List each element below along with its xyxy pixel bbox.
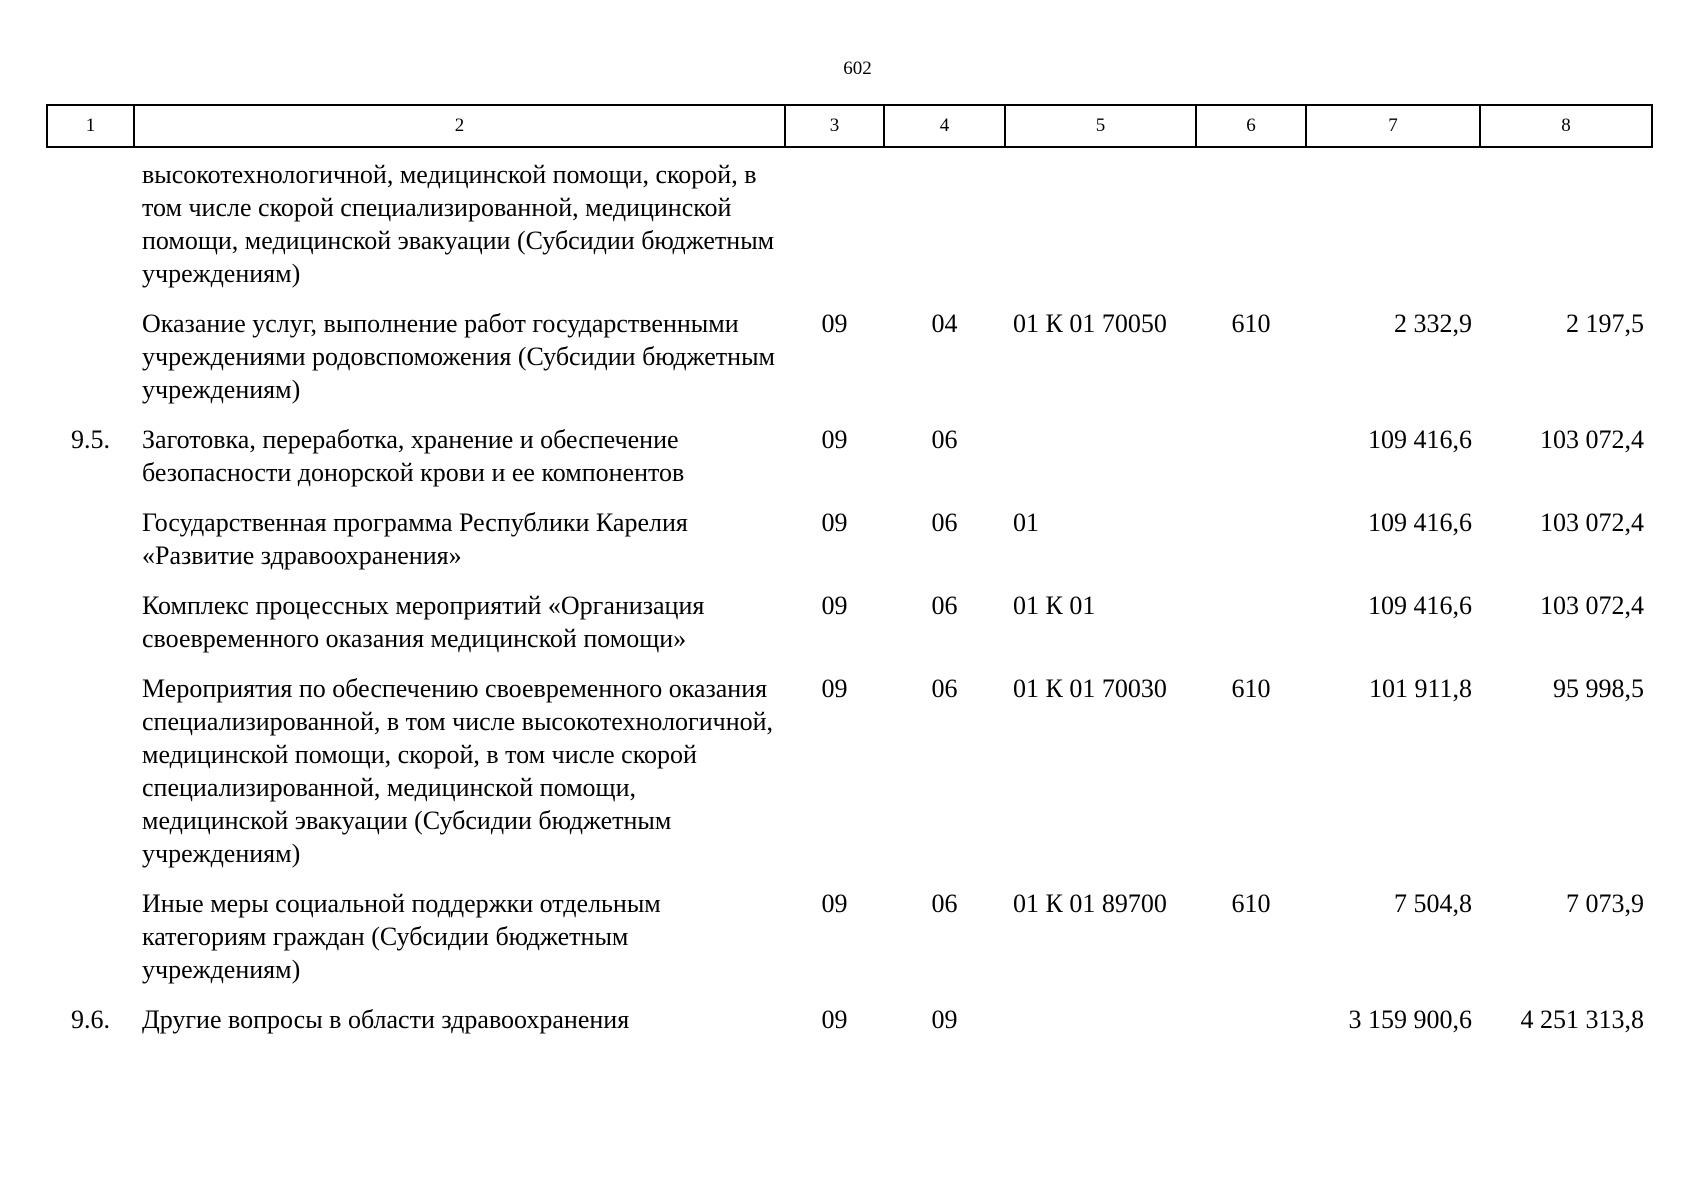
target-article-code xyxy=(1005,1003,1196,1053)
section-code: 09 xyxy=(821,591,848,620)
item-number xyxy=(47,506,134,589)
subsection-code xyxy=(884,147,1005,307)
item-number xyxy=(47,672,134,887)
expense-type-code xyxy=(1196,506,1306,589)
amount-col7: 7 504,8 xyxy=(1394,889,1472,918)
item-number xyxy=(47,589,134,672)
subsection-code: 06 xyxy=(931,674,958,703)
header-row xyxy=(47,105,1652,147)
item-name: высокотехнологичной, медицинской помощи, скорой, в том числе скорой специализированной, медицинской помощи, медицинской эвакуации (Субсидии бюджетным учреждениям) xyxy=(142,160,775,288)
item-number xyxy=(47,887,134,1003)
amount-col7: 2 332,9 xyxy=(1394,309,1472,338)
table-row xyxy=(47,887,1652,1003)
target-article-code: 01 xyxy=(1013,508,1039,537)
section-code: 09 xyxy=(821,1005,848,1034)
section-code: 09 xyxy=(821,309,848,338)
section-code: 09 xyxy=(821,674,848,703)
header-cell: 3 xyxy=(785,105,884,147)
section-code: 09 xyxy=(821,508,848,537)
table-row xyxy=(47,307,1652,423)
target-article-code: 01 К 01 70050 xyxy=(1013,309,1167,338)
section-code: 09 xyxy=(821,889,848,918)
item-name: Государственная программа Республики Карелия «Развитие здравоохранения» xyxy=(142,508,688,570)
expense-type-code: 610 xyxy=(1231,889,1271,918)
budget-table xyxy=(46,104,1653,1053)
amount-col7 xyxy=(1306,147,1480,307)
subsection-code: 09 xyxy=(931,1005,958,1034)
item-name: Мероприятия по обеспечению своевременного оказания специализированной, в том числе высокотехнологичной, медицинской помощи, скорой, в том числе скорой специализированной, медицинской помощи, медицинской эвакуации (Субсидии бюджетным учреждениям) xyxy=(142,674,774,868)
item-name: Оказание услуг, выполнение работ государственными учреждениями родовспоможения (Субсидии бюджетным учреждениям) xyxy=(142,309,775,404)
header-cell: 5 xyxy=(1005,105,1196,147)
table-row xyxy=(47,672,1652,887)
expense-type-code xyxy=(1196,1003,1306,1053)
amount-col8: 7 073,9 xyxy=(1566,889,1644,918)
target-article-code xyxy=(1005,147,1196,307)
header-cell: 2 xyxy=(134,105,785,147)
amount-col8 xyxy=(1480,147,1652,307)
amount-col7: 109 416,6 xyxy=(1368,425,1472,454)
item-name: Комплекс процессных мероприятий «Организация своевременного оказания медицинской помощи» xyxy=(142,591,705,653)
amount-col8: 103 072,4 xyxy=(1540,425,1644,454)
amount-col8: 103 072,4 xyxy=(1540,508,1644,537)
header-cell: 1 xyxy=(47,105,134,147)
subsection-code: 06 xyxy=(931,508,958,537)
item-name: Иные меры социальной поддержки отдельным категориям граждан (Субсидии бюджетным учреждениям) xyxy=(142,889,661,984)
subsection-code: 06 xyxy=(931,889,958,918)
target-article-code xyxy=(1005,423,1196,506)
header-cell: 7 xyxy=(1306,105,1480,147)
expense-type-code: 610 xyxy=(1231,309,1271,338)
amount-col8: 95 998,5 xyxy=(1553,674,1644,703)
expense-type-code xyxy=(1196,589,1306,672)
expense-type-code: 610 xyxy=(1231,674,1271,703)
header-cell: 4 xyxy=(884,105,1005,147)
expense-type-code xyxy=(1196,147,1306,307)
subsection-code: 06 xyxy=(931,425,958,454)
amount-col7: 101 911,8 xyxy=(1368,674,1472,703)
section-code xyxy=(785,147,884,307)
subsection-code: 06 xyxy=(931,591,958,620)
item-number xyxy=(47,307,134,423)
header-cell: 6 xyxy=(1196,105,1306,147)
expense-type-code xyxy=(1196,423,1306,506)
item-number: 9.5. xyxy=(71,425,110,454)
table-row xyxy=(47,506,1652,589)
page-number: 602 xyxy=(843,58,872,79)
amount-col7: 109 416,6 xyxy=(1368,591,1472,620)
amount-col7: 109 416,6 xyxy=(1368,508,1472,537)
item-name: Заготовка, переработка, хранение и обеспечение безопасности донорской крови и ее компонентов xyxy=(142,425,685,487)
table-row xyxy=(47,589,1652,672)
item-number: 9.6. xyxy=(71,1005,110,1034)
table-row xyxy=(47,423,1652,506)
item-number xyxy=(47,147,134,307)
target-article-code: 01 К 01 xyxy=(1013,591,1096,620)
table-row xyxy=(47,147,1652,307)
amount-col8: 4 251 313,8 xyxy=(1520,1005,1644,1034)
section-code: 09 xyxy=(821,425,848,454)
subsection-code: 04 xyxy=(931,309,958,338)
target-article-code: 01 К 01 89700 xyxy=(1013,889,1167,918)
target-article-code: 01 К 01 70030 xyxy=(1013,674,1167,703)
amount-col7: 3 159 900,6 xyxy=(1348,1005,1472,1034)
amount-col8: 2 197,5 xyxy=(1566,309,1644,338)
header-cell: 8 xyxy=(1480,105,1652,147)
amount-col8: 103 072,4 xyxy=(1540,591,1644,620)
item-name: Другие вопросы в области здравоохранения xyxy=(142,1005,630,1034)
table-row xyxy=(47,1003,1652,1053)
